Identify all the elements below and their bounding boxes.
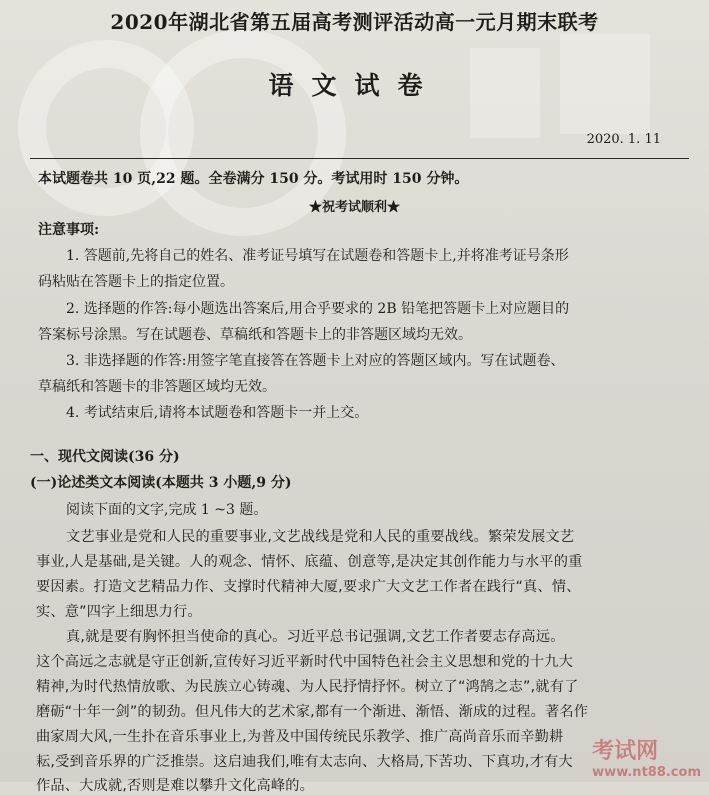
notice-line: 1. 答题前,先将自己的姓名、准考证号填写在试题卷和答题卡上,并将准考证号条形	[66, 248, 569, 264]
passage-line: 磨砺“十年一剑”的韧劲。但凡伟大的艺术家,都有一个渐进、渐悟、渐成的过程。著名作	[36, 704, 589, 720]
passage-line: 真,就是要有胸怀担当使命的真心。习近平总书记强调,文艺工作者要志存高远。	[66, 629, 565, 645]
exam-title: 2020年湖北省第五届高考测评活动高一元月期末联考	[110, 10, 599, 34]
notice-heading: 注意事项:	[38, 222, 100, 238]
watermark-brand: 考试网	[592, 739, 659, 764]
subject-title: 语文试卷	[268, 71, 441, 100]
notice-line: 码粘贴在答题卡上的指定位置。	[38, 274, 234, 290]
notice-line: 4. 考试结束后,请将本试题卷和答题卡一并上交。	[66, 405, 369, 421]
watermark-url: www.nt88.com	[592, 765, 701, 780]
passage-line: 耘,受到音乐界的广泛推崇。这启迪我们,唯有太志向、大格局,下苦功、下真功,才有大	[36, 754, 573, 770]
subsection-heading: (一)论述类文本阅读(本题共 3 小题,9 分)	[30, 475, 292, 491]
passage-line: 这个高远之志就是守正创新,宣传好习近平新时代中国特色社会主义思想和党的十九大	[36, 654, 574, 670]
exam-date: 2020. 1. 11	[586, 132, 661, 147]
header-divider	[30, 158, 689, 159]
passage-line: 精神,为时代热情放歌、为民族立心铸魂、为人民抒情抒怀。树立了“鸿鹄之志”,就有了	[36, 679, 579, 695]
reading-instruction: 阅读下面的文字,完成 1 ~3 题。	[66, 502, 268, 518]
passage-line: 曲家周大风,一生扑在音乐事业上,为普及中国传统民乐教学、推广高尚音乐而辛勤耕	[36, 729, 564, 745]
passage-line: 实、意”四字上细思力行。	[36, 604, 202, 620]
notice-line: 答案标号涂黑。写在试题卷、草稿纸和答题卡上的非答题区域均无效。	[38, 327, 472, 343]
section-heading: 一、现代文阅读(36 分)	[30, 449, 180, 465]
good-luck-banner: ★祝考试顺利★	[308, 200, 400, 215]
notice-line: 2. 选择题的作答:每小题选出答案后,用合乎要求的 2B 铅笔把答题卡上对应题目的	[66, 301, 570, 317]
notice-line: 3. 非选择题的作答:用签字笔直接答在答题卡上对应的答题区域内。写在试题卷、	[66, 353, 565, 369]
passage-line: 文艺事业是党和人民的重要事业,文艺战线是党和人民的重要战线。繁荣发展文艺	[66, 529, 575, 545]
site-watermark	[592, 734, 701, 780]
passage-line: 要因素。打造文艺精品力作、支撑时代精神大厦,要求广大文艺工作者在践行“真、情、	[36, 579, 581, 595]
exam-summary: 本试题卷共 10 页,22 题。全卷满分 150 分。考试用时 150 分钟。	[38, 171, 469, 187]
passage-line: 事业,人是基础,是关键。人的观念、情怀、底蕴、创意等,是决定其创作能力与水平的重	[36, 554, 583, 570]
passage-line: 作品、大成就,否则是难以攀升文化高峰的。	[36, 778, 315, 794]
notice-line: 草稿纸和答题卡的非答题区域均无效。	[38, 379, 276, 395]
